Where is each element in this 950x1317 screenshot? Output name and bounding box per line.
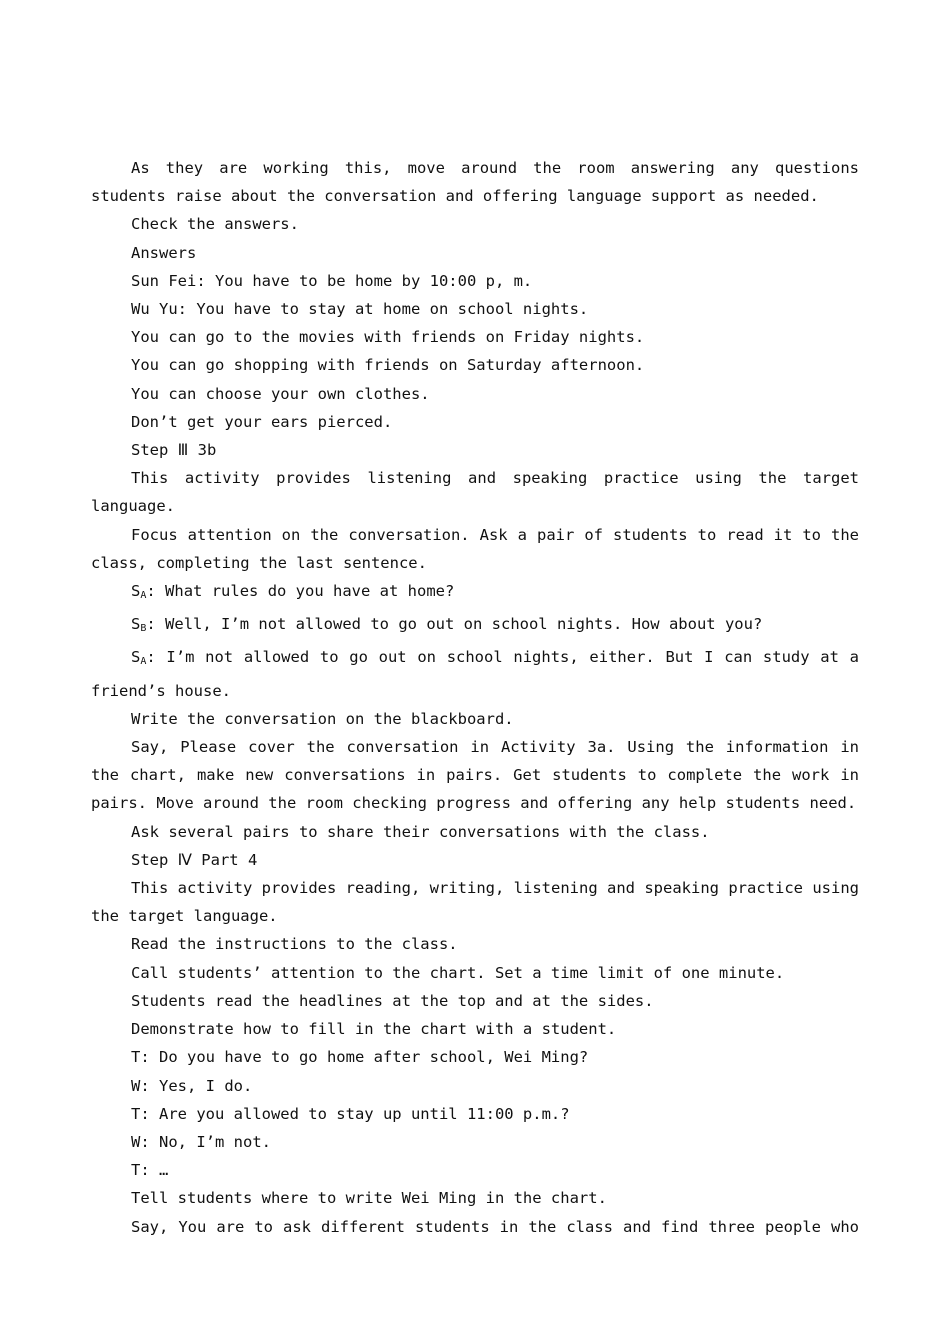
dialogue-line [91,610,859,643]
paragraph: Don’t get your ears pierced. [131,412,393,431]
paragraph: This activity provides listening and speaking practice using the target language. [91,469,859,516]
speaker: S [131,582,141,601]
speaker-subscript: A [140,656,147,668]
speaker: S [131,648,141,667]
paragraph: Students read the headlines at the top and at the sides. [131,991,654,1010]
paragraph: Ask several pairs to share their conversations with the class. [131,822,710,841]
dialogue-line: T: Are you allowed to stay up until 11:00 p.m.? [131,1104,570,1123]
paragraph: You can go shopping with friends on Saturday afternoon. [131,356,645,375]
speaker: S [131,615,141,634]
dialogue-line: W: Yes, I do. [131,1076,253,1095]
paragraph: This activity provides reading, writing, listening and speaking practice using the target language. [91,879,859,926]
speaker-subscript: B [140,623,147,635]
dialogue-line [91,577,859,610]
paragraph: Check the answers. [131,215,299,234]
speaker-subscript: A [140,590,147,602]
dialogue-line: W: No, I’m not. [131,1132,271,1151]
paragraph: Wu Yu: You have to stay at home on school nights. [131,300,589,319]
dialogue-line: T: … [131,1161,169,1180]
paragraph: Say, You are to ask different students in the class and find three people who [131,1217,859,1236]
dialogue-line [91,643,859,704]
document-page [91,154,859,1241]
paragraph: You can go to the movies with friends on Friday nights. [131,328,645,347]
paragraph: Call students’ attention to the chart. Set a time limit of one minute. [131,963,785,982]
dialogue-text: : Well, I’m not allowed to go out on school nights. How about you? [146,615,763,634]
paragraph: Say, Please cover the conversation in Activity 3a. Using the information in the chart, make new conversations in pairs. Get students to complete the work in pairs. Move around the room checking progress and offering any help students need. [91,738,859,813]
paragraph: As they are working this, move around the room answering any questions students raise about the conversation and offering language support as needed. [91,159,859,206]
paragraph: Write the conversation on the blackboard. [131,709,514,728]
paragraph: Answers [131,243,197,262]
section-heading: Step Ⅳ Part 4 [131,850,258,869]
dialogue-text: : What rules do you have at home? [146,582,455,601]
paragraph: You can choose your own clothes. [131,384,430,403]
paragraph: Demonstrate how to fill in the chart with a student. [131,1020,617,1039]
dialogue-text: : I’m not allowed to go out on school nights, either. But I can study at a friend’s house. [91,648,859,700]
section-heading: Step Ⅲ 3b [131,441,217,460]
paragraph: Read the instructions to the class. [131,935,458,954]
paragraph: Sun Fei: You have to be home by 10:00 p, m. [131,271,533,290]
paragraph: Tell students where to write Wei Ming in the chart. [131,1189,607,1208]
dialogue-line: T: Do you have to go home after school, Wei Ming? [131,1048,589,1067]
paragraph: Focus attention on the conversation. Ask a pair of students to read it to the class, completing the last sentence. [91,525,859,572]
